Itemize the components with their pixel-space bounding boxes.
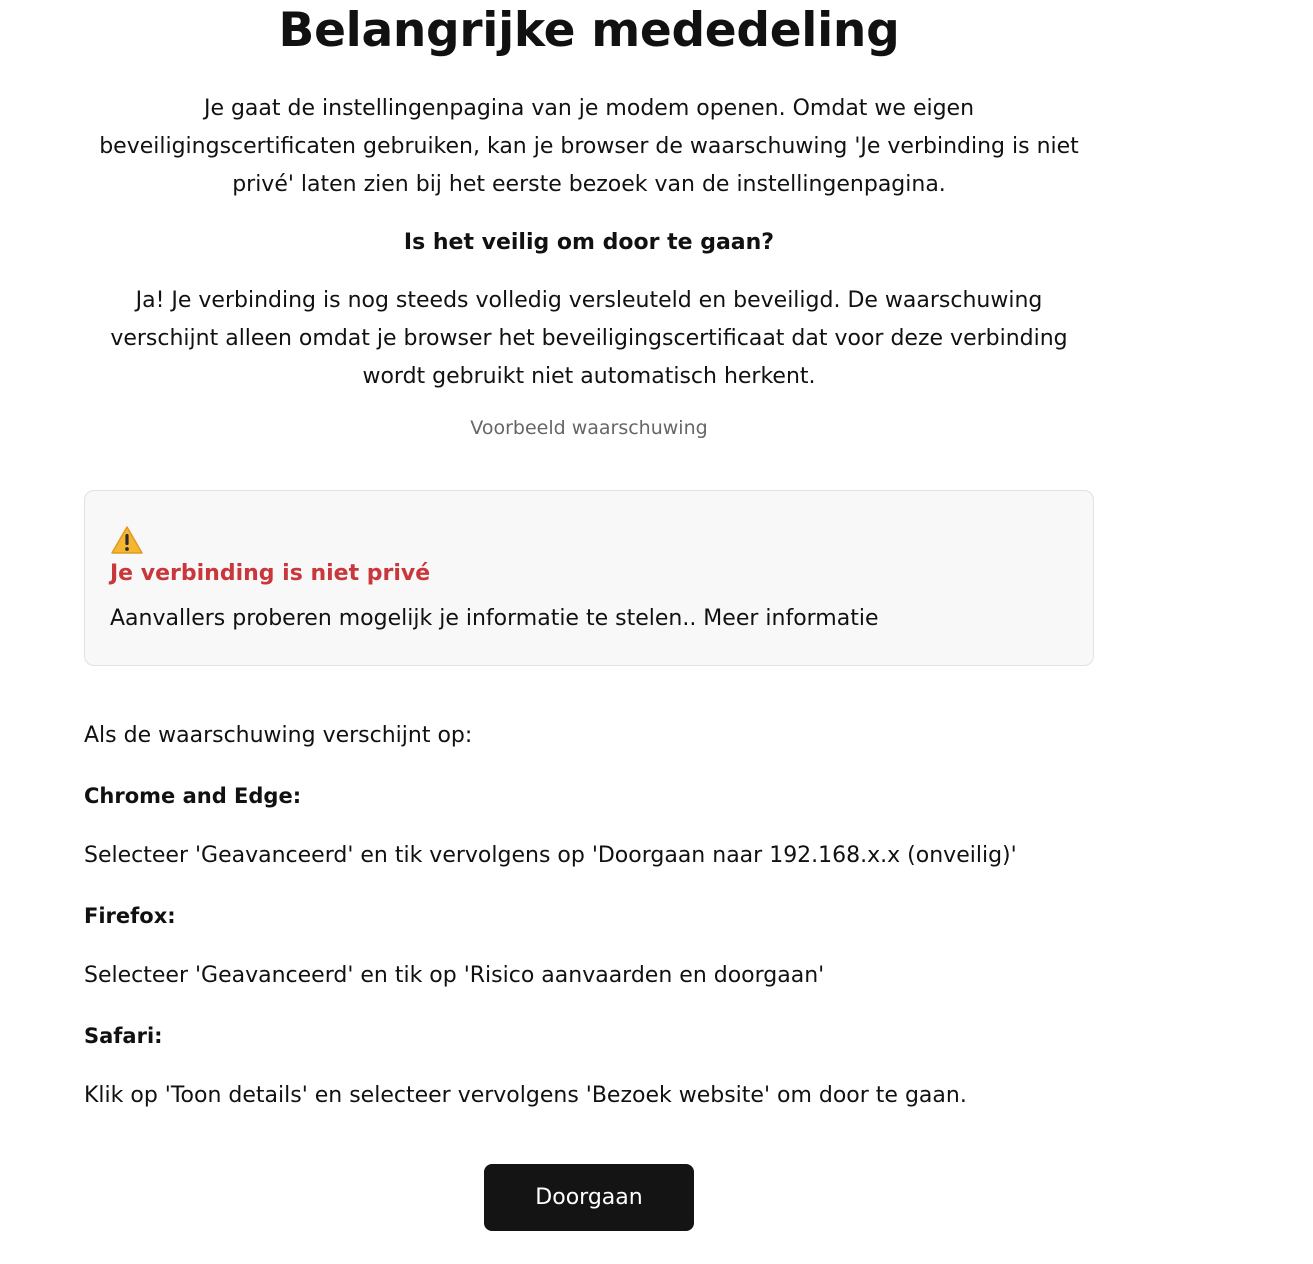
continue-button[interactable]: Doorgaan (484, 1164, 694, 1231)
warning-text: Aanvallers proberen mogelijk je informatie te stelen.. Meer informatie (110, 606, 879, 631)
example-caption: Voorbeeld waarschuwing (470, 417, 708, 439)
browser-name-firefox: Firefox: (84, 904, 176, 928)
browser-step-safari: Klik op 'Toon details' en selecteer vervolgens 'Bezoek website' om door te gaan. (84, 1083, 967, 1108)
browser-step-chrome-edge: Selecteer 'Geavanceerd' en tik vervolgens op 'Doorgaan naar 192.168.x.x (onveilig)' (84, 843, 1017, 868)
example-warning-box (84, 490, 1094, 666)
warning-triangle-icon (110, 525, 144, 555)
browser-name-chrome-edge: Chrome and Edge: (84, 784, 302, 808)
safety-answer: Ja! Je verbinding is nog steeds volledig versleuteld en beveiligd. De waarschuwing verschijnt alleen omdat je browser het beveiligingscertificaat dat voor deze verbinding wordt gebruikt niet automatisch herkent. (110, 288, 1068, 389)
browser-name-safari: Safari: (84, 1024, 163, 1048)
page-title: Belangrijke mededeling (278, 3, 900, 58)
warning-title: Je verbinding is niet privé (110, 561, 431, 586)
button-row (84, 1164, 1094, 1231)
safety-question: Is het veilig om door te gaan? (403, 230, 775, 255)
notice-content (84, 0, 1094, 1231)
instructions-intro: Als de waarschuwing verschijnt op: (84, 723, 473, 748)
browser-step-firefox: Selecteer 'Geavanceerd' en tik op 'Risico aanvaarden en doorgaan' (84, 963, 825, 988)
intro-text: Je gaat de instellingenpagina van je modem openen. Omdat we eigen beveiligingscertificaten gebruiken, kan je browser de waarschuwing 'Je verbinding is niet privé' laten zien bij het eerste bezoek van de instellingenpagina. (99, 96, 1079, 197)
